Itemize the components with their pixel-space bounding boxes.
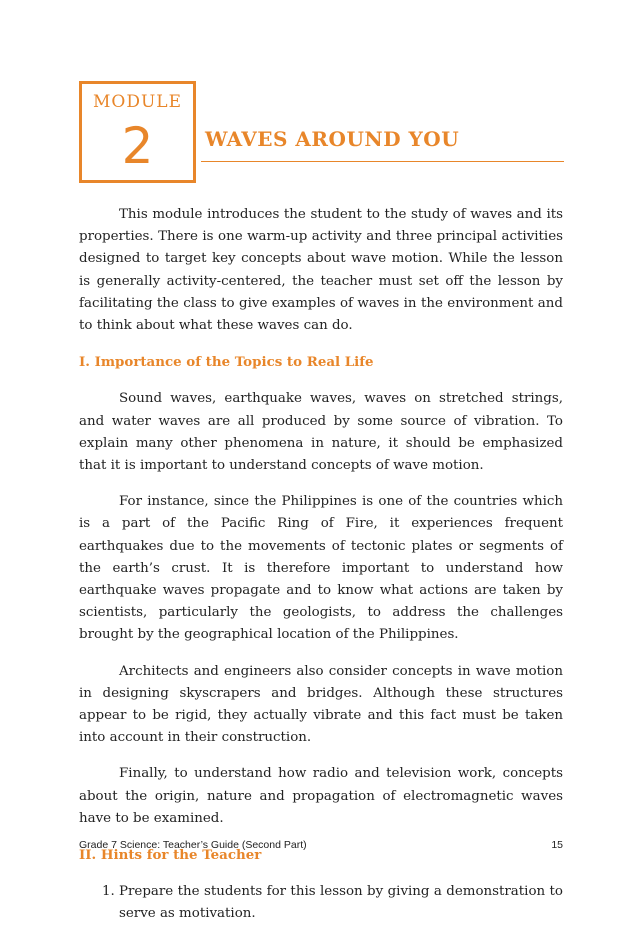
body-paragraph: Architects and engineers also consider concepts in wave motion in designing skyscrapers and bridges. Although these structures appear to be rigid, they actually vibrate and this fact must be taken into account in their construction. bbox=[79, 663, 563, 746]
section-heading-hints: II. Hints for the Teacher bbox=[79, 847, 262, 864]
module-title: WAVES AROUND YOU bbox=[205, 127, 460, 151]
hints-list bbox=[79, 881, 563, 925]
body-paragraph: Sound waves, earthquake waves, waves on stretched strings, and water waves are all produced by some source of vibration. To explain many other phenomena in nature, it should be emphasized that it is important to understand concepts of wave motion. bbox=[79, 391, 563, 474]
title-underline bbox=[201, 161, 564, 162]
module-number: 2 bbox=[121, 117, 154, 175]
list-item: 1. Prepare the students for this lesson by giving a demonstration to serve as motivation. bbox=[119, 881, 563, 925]
module-label: MODULE bbox=[93, 92, 182, 112]
section-heading-importance: I. Importance of the Topics to Real Life bbox=[79, 354, 374, 371]
page-content bbox=[79, 204, 563, 926]
body-paragraph: For instance, since the Philippines is one of the countries which is a part of the Pacific Ring of Fire, it experiences frequent earthquakes due to the movements of tectonic plates or segments of the earth’s crust. It is therefore important to understand how earthquake waves propagate and to know what actions are taken by scientists, particularly the geologists, to address the challenges brought by the geographical location of the Philippines. bbox=[79, 494, 563, 643]
page-number: 15 bbox=[551, 839, 563, 851]
intro-paragraph: This module introduces the student to the study of waves and its properties. There is one warm-up activity and three principal activities designed to target key concepts about wave motion. While the lesson is generally activity-centered, the teacher must set off the lesson by facilitating the class to give examples of waves in the environment and to think about what these waves can do. bbox=[79, 207, 563, 334]
body-paragraph: Finally, to understand how radio and television work, concepts about the origin, nature and propagation of electromagnetic waves have to be examined. bbox=[79, 766, 563, 826]
module-box bbox=[79, 81, 196, 183]
footer-text: Grade 7 Science: Teacher’s Guide (Second Part) bbox=[79, 839, 307, 851]
